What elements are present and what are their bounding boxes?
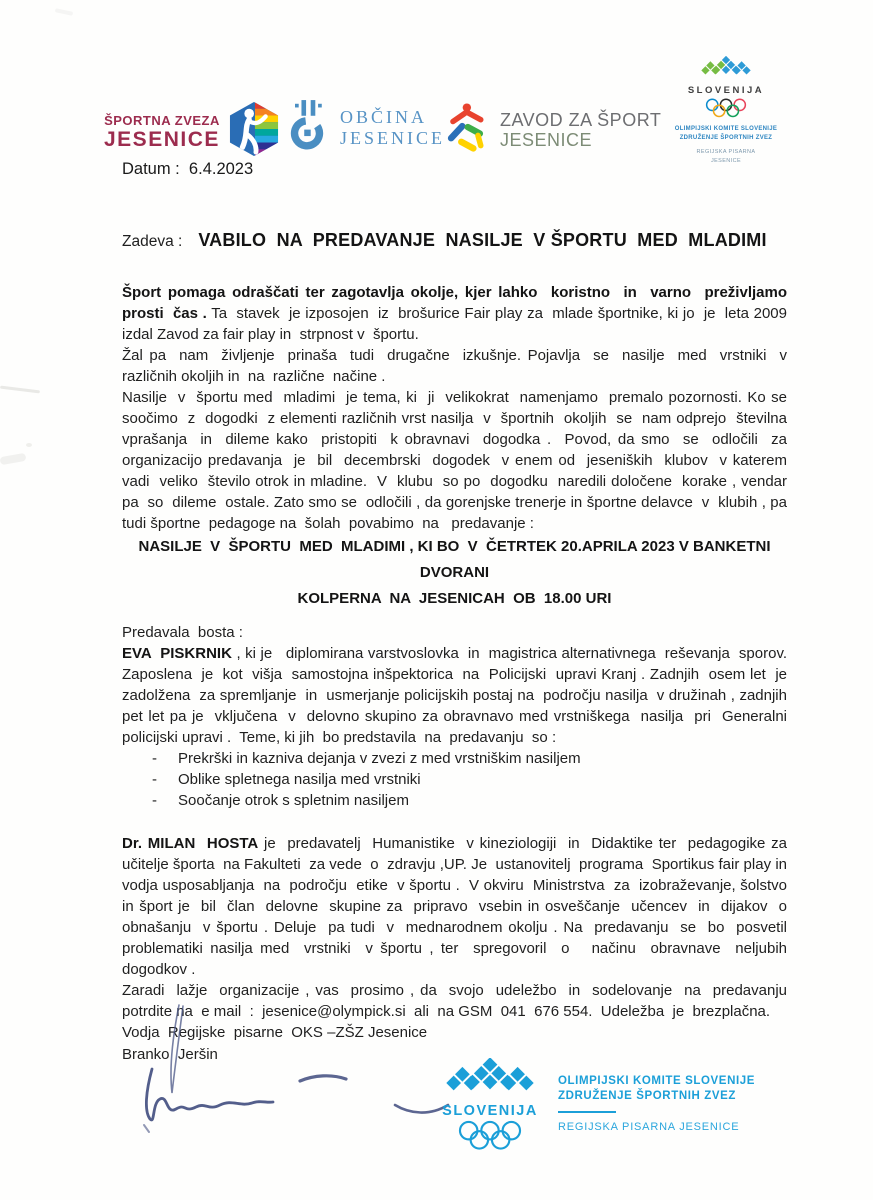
oks-footer-emblem — [438, 1058, 542, 1156]
paragraph-experience: Žal pa nam življenje prinaša tudi drugačne izkušnje. Pojavlja se nasilje med vrstniki v različnih okoljih in na različne načine . — [122, 347, 792, 385]
event-announcement-line1: NASILJE V ŠPORTU MED MLADIMI , KI BO V ČETRTEK 20.APRILA 2023 V BANKETNI DVORANI — [138, 538, 779, 581]
paragraph-intro — [122, 282, 792, 345]
divider — [558, 1111, 616, 1113]
obcina-wordmark — [340, 107, 445, 148]
bullet-dash: - — [152, 792, 157, 809]
oks-footer-text — [558, 1058, 755, 1133]
oks-small-org1: OLIMPIJSKI KOMITE SLOVENIJE — [674, 126, 778, 132]
runner-hexagon-icon — [226, 100, 282, 163]
athlete-figure-icon — [440, 100, 490, 161]
lecturer-eva-name: EVA PISKRNIK — [122, 645, 232, 662]
logo-obcina-jesenice — [283, 97, 445, 158]
zavod-line2: JESENICE — [500, 129, 593, 150]
zavod-line1: ZAVOD ZA ŠPORT — [500, 109, 662, 130]
paragraph-milan — [122, 833, 796, 980]
logo-oks-small — [652, 56, 800, 166]
sportna-zveza-wordmark — [104, 114, 220, 150]
list-item — [122, 748, 787, 769]
topics-list — [122, 748, 787, 811]
oks-footer-org2: ZDRUŽENJE ŠPORTNIH ZVEZ — [558, 1090, 737, 1102]
scan-artifact — [0, 453, 26, 465]
letter-body — [122, 230, 796, 1066]
scan-artifact — [55, 8, 73, 16]
list-item — [122, 790, 787, 811]
logo-oks-footer — [438, 1058, 755, 1156]
scan-artifact — [26, 443, 32, 447]
lecturers-intro: Predavala bosta : — [122, 624, 243, 641]
subject-title: VABILO NA PREDAVANJE NASILJE V ŠPORTU MED MLADIMI — [198, 230, 767, 250]
oks-small-office — [697, 148, 756, 166]
event-announcement — [122, 534, 787, 612]
topic-text: Prekrški in kazniva dejanja v zvezi z med vrstniškim nasiljem — [178, 750, 581, 767]
signature-role: Vodja Regijske pisarne OKS –ZŠZ Jesenice — [122, 1024, 428, 1041]
paragraph-motivation: Nasilje v športu med mladimi je tema, ki ji velikokrat namenjamo premalo pozornosti. Ko se soočimo z dogodki z elementi različnih vrst nasilja v športnih okoljih se nam odprejo številna vprašanja in dileme kako pristopiti k obravnavi dogodka . Povod, da smo se odločili za organizacijo predavanja je bil decembrski dogodek v enem od jeseniških klubov v katerem vadi veliko število otrok in mladine. V klubu so po dogodku naredili določene korake , vendar pa so dileme ostale. Zato smo se odločili , da gorenjske trenerje in športne delavce v klubih , pa tudi športne pedagoge na šolah povabimo na predavanje : — [122, 389, 796, 532]
signature-name: Branko Jeršin — [122, 1046, 218, 1063]
oks-footer-country: SLOVENIJA — [442, 1103, 538, 1119]
oks-small-country: SLOVENIJA — [687, 85, 765, 96]
event-announcement-line2: KOLPERNA NA JESENICAH OB 18.00 URI — [297, 590, 612, 607]
paragraph-closing: Zaradi lažje organizacije , vas prosimo , da svojo udeležbo in sodelovanje na predavanju potrdite na e mail : jesenice@olympick.si ali na GSM 041 676 554. Udeležba je brezplačna. — [122, 982, 796, 1020]
logo-sportna-zveza-jesenice — [104, 100, 282, 163]
subject-label: Zadeva : — [122, 233, 183, 250]
sportna-zveza-line1: ŠPORTNA ZVEZA — [104, 112, 220, 128]
obcina-emblem-icon — [283, 97, 331, 158]
oks-small-org2: ZDRUŽENJE ŠPORTNIH ZVEZ — [679, 135, 773, 141]
subject-row — [122, 230, 787, 252]
topic-text: Oblike spletnega nasilja med vrstniki — [178, 771, 421, 788]
olympic-rings-icon — [458, 1120, 522, 1156]
paragraph-intro-rest: Ta stavek je izposojen iz brošurice Fair play za mlade športnike, ki jo je leta 2009 izdal Zavod za fair play in strpnost v športu. — [122, 305, 792, 343]
oks-footer-org1: OLIMPIJSKI KOMITE SLOVENIJE — [558, 1075, 756, 1087]
date-line: Datum : 6.4.2023 — [122, 160, 254, 178]
paragraph-intro-bold: Šport pomaga odraščati ter zagotavlja okolje, kjer lahko koristno in varno preživljamo prosti čas . — [122, 284, 792, 322]
scan-artifact — [0, 386, 40, 394]
bullet-dash: - — [152, 771, 157, 788]
oks-footer-office: REGIJSKA PISARNA JESENICE — [558, 1121, 740, 1133]
oks-small-org — [675, 125, 777, 143]
lecturer-milan-name: Dr. MILAN HOSTA — [122, 835, 259, 852]
paragraph-eva — [122, 643, 792, 748]
oks-small-office1: REGIJSKA PISARNA — [696, 149, 756, 155]
lecturer-eva-bio: , ki je diplomirana varstvoslovka in magistrica alternativnega reševanja sporov. Zaposlena je kot višja samostojna inšpektorica na Policijski upravi Kranj . Zadnjih osem let je zadolžena za spremljanje in usmerjanje policijskih postaj na področju nasilja v družinah , zadnjih pet let pa je vključena v delovno skupino za obravnavo med vrstniškega nasilja pri Generalni policijski upravi . Teme, ki jih bo predstavila na predavanju so : — [122, 645, 792, 746]
oks-small-office2: JESENICE — [710, 157, 742, 164]
triglav-mountains-icon — [444, 1058, 536, 1101]
obcina-line1: OBČINA — [340, 106, 428, 127]
olympic-rings-icon — [705, 98, 747, 123]
topic-text: Soočanje otrok s spletnim nasiljem — [178, 792, 409, 809]
zavod-wordmark — [500, 111, 661, 151]
logo-zavod-za-sport — [440, 100, 661, 161]
obcina-line2: JESENICE — [340, 127, 445, 148]
bullet-dash: - — [152, 750, 157, 767]
lecturer-milan-bio: je predavatelj Humanistike v kineziologiji in Didaktike ter pedagogike za učitelje športa na Fakulteti za vede o zdravju ,UP. Je ustanovitelj programa Sportikus fair play in vodja usposabljanja na področju etike v športu . V okviru Ministrstva za izobraževanje, šolstvo in šport je bil član delovne skupine za pripravo vsebin in osveščanje učencev in dijakov o obnašanju v športu . Deluje pa tudi v mednarodnem okolju . Na predavanju se bo posvetil problematiki nasilja med vrstniki v športu , ter spregovoril o načinu obravnave neljubih dogodkov . — [122, 835, 796, 978]
list-item — [122, 769, 787, 790]
sportna-zveza-line2: JESENICE — [104, 127, 220, 151]
triglav-mountains-icon — [700, 56, 752, 83]
